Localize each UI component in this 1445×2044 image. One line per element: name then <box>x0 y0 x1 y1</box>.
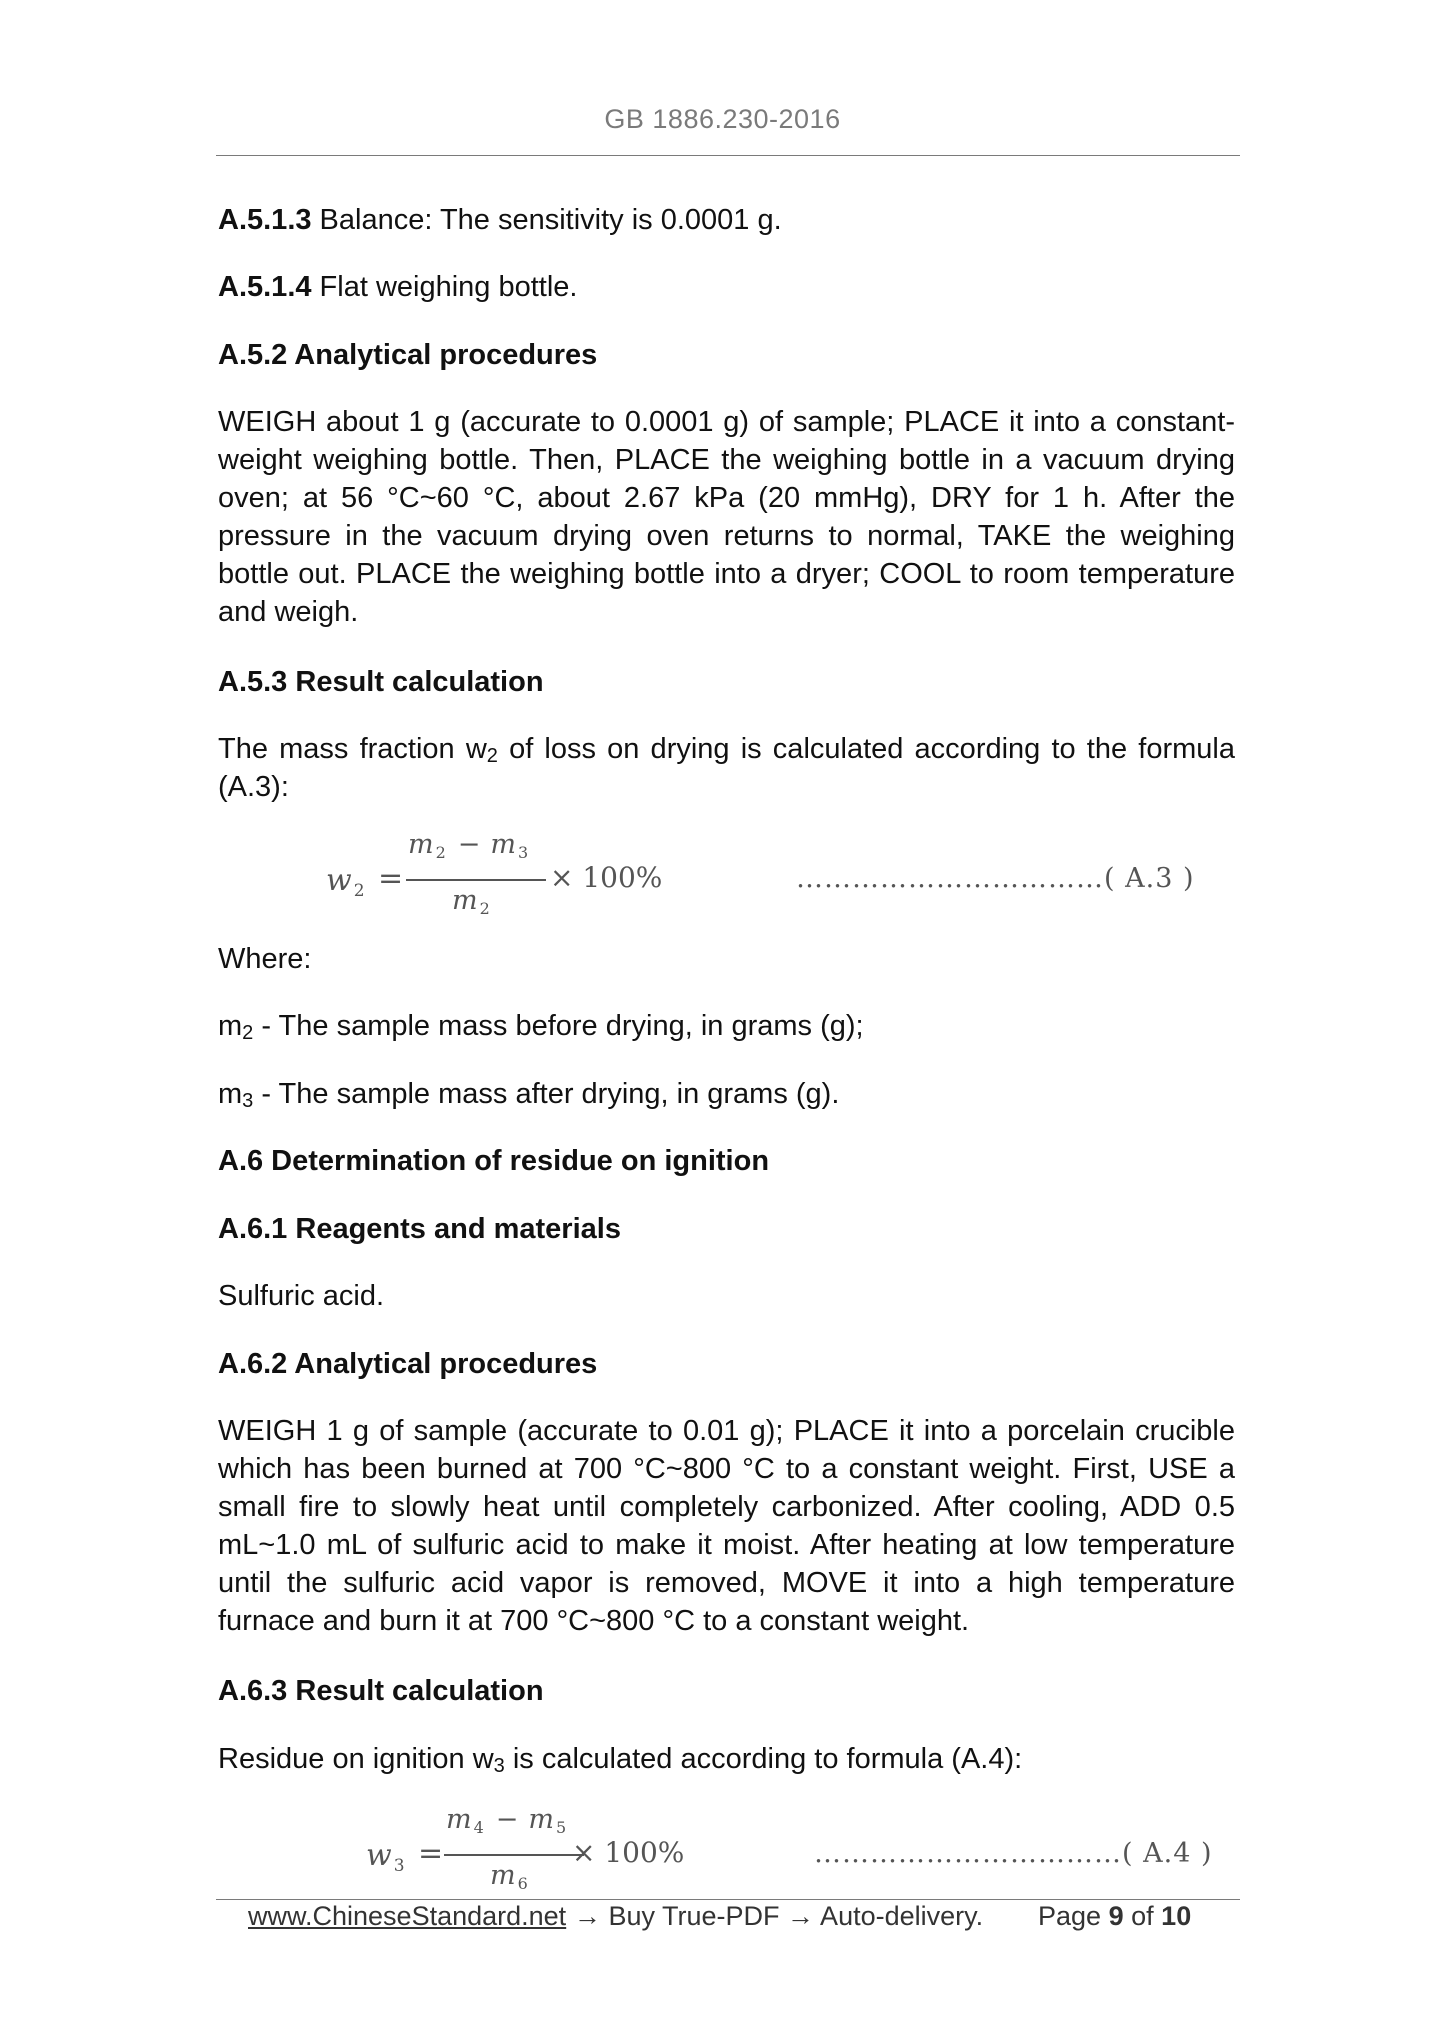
clause-number: A.5.1.3 <box>218 204 312 236</box>
formula-a3 <box>326 829 1256 935</box>
clause-number: A.5.1.4 <box>218 271 312 303</box>
heading-a63: A.6.3 Result calculation <box>218 1675 544 1707</box>
definition-m2 <box>218 1007 1235 1045</box>
clause-text: Flat weighing bottle. <box>311 271 578 303</box>
paragraph-a63-intro <box>218 1740 1235 1778</box>
intro-text-end: of loss on drying is calculated according to the formula (A.3): <box>218 733 1235 803</box>
page-header-title: GB 1886.230-2016 <box>604 104 841 134</box>
website-link[interactable]: www.ChineseStandard.net <box>248 1901 567 1931</box>
clause-a513 <box>218 201 1235 239</box>
heading-a53: A.5.3 Result calculation <box>218 666 544 698</box>
fraction-bar <box>406 879 546 881</box>
page-footer <box>248 1901 1248 1947</box>
formula-equals: = <box>418 1836 444 1871</box>
intro-text-end: is calculated according to formula (A.4): <box>504 1743 1023 1775</box>
heading-a62: A.6.2 Analytical procedures <box>218 1348 598 1380</box>
formula-numerator: m 4 − m 5 <box>446 1804 567 1837</box>
symbol: m <box>218 1078 243 1110</box>
fraction-bar <box>444 1854 584 1856</box>
formula-lhs: w $_3$ <box>366 1838 405 1876</box>
formula-numerator: m 2 − m 3 <box>408 829 529 862</box>
where-label: Where: <box>218 943 312 975</box>
definition-text: - The sample mass after drying, in grams (g). <box>253 1078 840 1110</box>
paragraph-a52: WEIGH about 1 g (accurate to 0.0001 g) of sample; PLACE it into a constant-weight weighing bottle. Then, PLACE the weighing bottle in a vacuum drying oven; at 56 °C~60 °C, about 2.67 kPa (20 mmHg), DRY for 1 h. After the pressure in the vacuum drying oven returns to normal, TAKE the weighing bottle out. PLACE the weighing bottle into a dryer; COOL to room temperature and weigh. <box>218 406 1235 628</box>
paragraph-a61: Sulfuric acid. <box>218 1280 385 1312</box>
formula-a4 <box>366 1804 1256 1910</box>
paragraph-a62: WEIGH 1 g of sample (accurate to 0.01 g); PLACE it into a porcelain crucible which has been burned at 700 °C~800 °C to a constant weight. First, USE a small fire to slowly heat until completely carbonized. After cooling, ADD 0.5 mL~1.0 mL of sulfuric acid to make it moist. After heating at low temperature until the sulfuric acid vapor is removed, MOVE it into a high temperature furnace and burn it at 700 °C~800 °C to a constant weight. <box>218 1415 1235 1637</box>
definition-m3 <box>218 1075 1235 1113</box>
paragraph-a53-intro <box>218 730 1235 806</box>
intro-text: The mass fraction w <box>218 733 487 765</box>
formula-multiplier: × 100% <box>550 861 663 894</box>
heading-a52: A.5.2 Analytical procedures <box>218 339 598 371</box>
symbol-subscript: 2 <box>242 1022 254 1044</box>
footer-tagline: → Buy True-PDF → Auto-delivery. <box>574 1901 984 1931</box>
intro-text: Residue on ignition w <box>218 1743 494 1775</box>
formula-lhs: w $_2$ <box>326 863 365 901</box>
heading-a6: A.6 Determination of residue on ignition <box>218 1145 770 1177</box>
heading-a61: A.6.1 Reagents and materials <box>218 1213 621 1245</box>
formula-multiplier: × 100% <box>572 1836 685 1869</box>
symbol: m <box>218 1010 243 1042</box>
formula-number: ……………………………( A.3 ) <box>796 863 1195 894</box>
header-rule <box>216 155 1240 156</box>
definition-text: - The sample mass before drying, in grams (g); <box>253 1010 864 1042</box>
formula-equals: = <box>378 861 404 896</box>
clause-text: Balance: The sensitivity is 0.0001 g. <box>311 204 782 236</box>
formula-denominator: m 2 <box>452 885 490 918</box>
intro-subscript: 3 <box>493 1755 505 1777</box>
formula-number: ……………………………( A.4 ) <box>814 1838 1213 1869</box>
clause-a514 <box>218 268 1235 306</box>
page-indicator: Page 9 of 10 <box>1038 1901 1192 1931</box>
footer-rule <box>216 1899 1240 1900</box>
intro-subscript: 2 <box>486 745 498 767</box>
formula-denominator: m 6 <box>490 1860 528 1893</box>
symbol-subscript: 3 <box>242 1090 254 1112</box>
